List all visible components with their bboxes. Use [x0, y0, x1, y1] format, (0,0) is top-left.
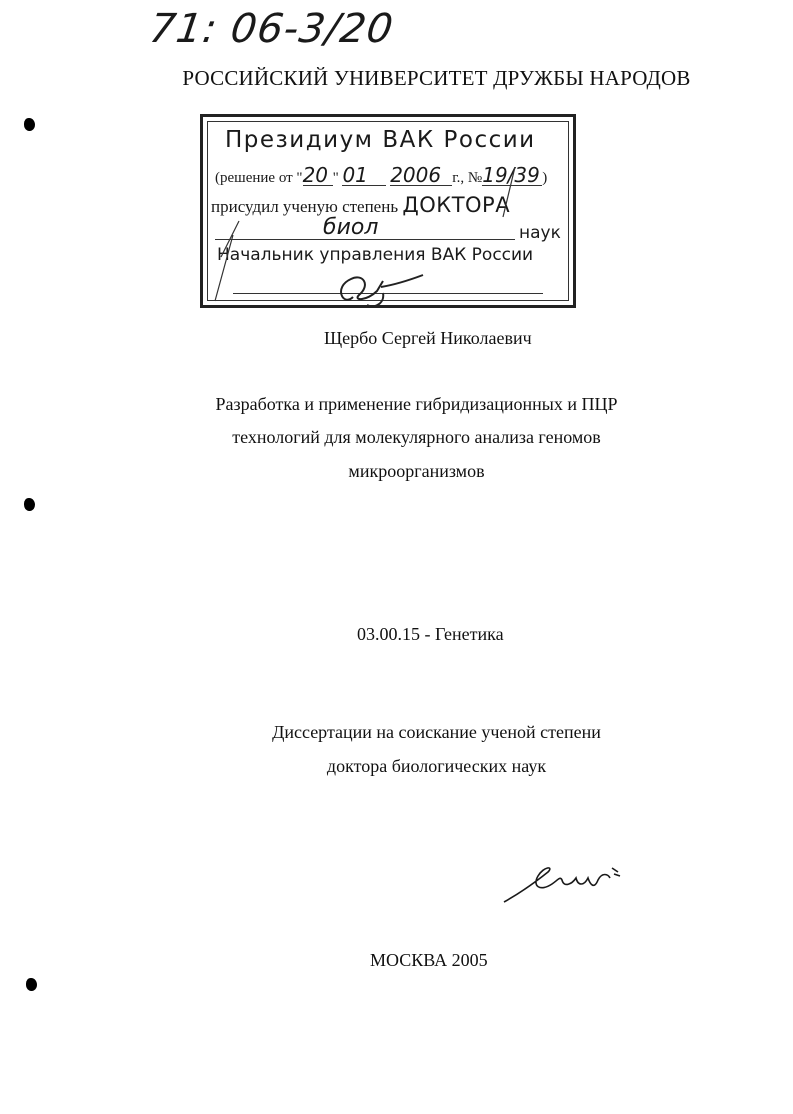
archive-number: 71: 06-3/20	[146, 6, 397, 52]
punch-hole-icon	[24, 498, 35, 511]
vak-stamp	[200, 114, 576, 308]
title-line: технологий для молекулярного анализа геномов	[232, 427, 601, 447]
decision-prefix: (решение от "	[215, 170, 303, 186]
stamp-head-label: Начальник управления ВАК России	[217, 245, 534, 265]
stamp-title: Президиум ВАК России	[225, 127, 536, 153]
title-line: микроорганизмов	[348, 461, 485, 481]
punch-hole-icon	[24, 118, 35, 131]
decision-quote-close: "	[332, 170, 339, 186]
decision-year-suffix: г., №	[452, 170, 483, 186]
university-name: РОССИЙСКИЙ УНИВЕРСИТЕТ ДРУЖБЫ НАРОДОВ	[182, 66, 691, 90]
punch-hole-icon	[26, 978, 37, 991]
decision-year: 2006	[390, 165, 452, 186]
degree-prefix: присудил ученую степень	[211, 197, 399, 216]
stamp-cross-marks	[203, 117, 579, 311]
field-handwritten: биол	[323, 215, 379, 240]
degree-line: Диссертации на соискание ученой степени	[272, 722, 601, 742]
degree-line: доктора биологических наук	[326, 756, 547, 776]
decision-day: 20	[303, 165, 333, 186]
field-suffix: наук	[519, 223, 561, 243]
author-signature-icon	[498, 862, 626, 906]
decision-number: 19/39	[482, 165, 542, 186]
decision-month: 01	[342, 165, 386, 186]
author-name: Щербо Сергей Николаевич	[324, 328, 532, 348]
decision-suffix: )	[542, 170, 548, 186]
degree-value: ДОКТОРА	[402, 193, 511, 217]
specialty-code: 03.00.15 - Генетика	[357, 624, 504, 644]
title-line: Разработка и применение гибридизационных и ПЦР	[215, 394, 618, 414]
city-year: МОСКВА 2005	[370, 950, 488, 970]
